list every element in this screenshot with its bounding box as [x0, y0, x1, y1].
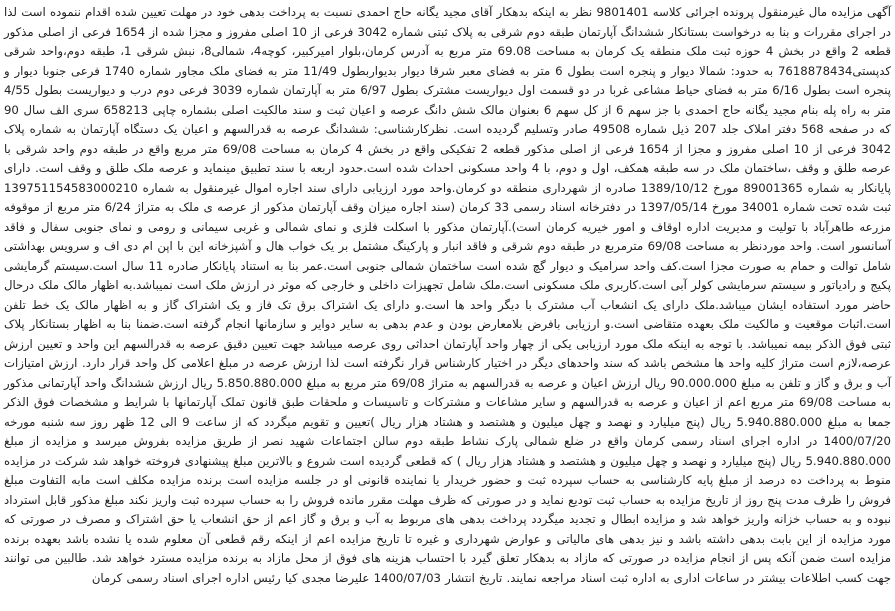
auction-notice-text: آگهی مزایده مال غیرمنقول پرونده اجرائی کلاسه 9801401 نظر به اینکه بدهکار آقای مجید یگانه حاج احمدی نسبت به پرداخت بدهی خود در مهلت تعیین شده اقدام ننموده است لذا در اجرای مقررات و بنا به درخواست بستانکار ششدانگ آپارتمان طبقه دوم شرقی به پلاک ثبتی شماره 3042 فرعی از 10 اصلی مفروز و مجزا شده از 1654 فرعی از اصلی مذکور قطعه 2 واقع در بخش 4 حوزه ثبت ملک منطقه یک کرمان به مساحت 69.08 متر مربع به آدرس کرمان،بلوار امیرکبیر، کوچه4، شمالی8، نبش شرقی 1، طبقه دوم،واحد شرقی کدپستی7618878434 به حدود: شمالا دیوار و پنجره است بطول 6 متر به فضای معبر شرقا دیوار بدیواربطول 11/49 متر به فضای ملک مجاور شماره 1740 فرعی جنوبا دیوار و پنجره است بطول 6/16 متر به فضای حیاط مشاعی غربا در دو قسمت اول دیواریست مشترک بطول 6/97 متر به آپارتمان شماره 3039 فرعی دوم درب و دیواریست بطول 4/55 متر به راه پله بنام مجید یگانه حاج احمدی با جز سهم 6 از کل سهم 6 بعنوان مالک شش دانگ عرصه و اعیان ثبت و سند مالکیت اصلی بشماره چاپی 658213 سری الف سال 90 که در صفحه 568 دفتر املاک جلد 207 ذیل شماره 49508 صادر وتسلیم گردیده است. نظرکارشناسی: ششدانگ عرصه به قدرالسهم و اعیان یک دستگاه آپارتمان به شماره پلاک 3042 فرعی از 10 اصلی مفروز و مجزا از 1654 فرعی از اصلی مذکور قطعه 2 تفکیکی واقع در بخش 4 کرمان به مساحت 69/08 متر مربع واقع در طبقه دوم واحد شرقی با عرصه طلق و وقف ،ساختمان ملک در سه طبقه همکف، اول و دوم، با 4 واحد مسکونی احداث شده است.حدود اربعه با سند تطبیق مینماید و عرصه ملک طلق و وقف است. دارای پایانکار به شماره 89001365 مورخ 1389/10/12 صادره از شهرداری منطقه دو کرمان.واحد مورد ارزیابی دارای سند اجاره اموال غیرمنقول به شماره 139751154583000210 ثبت شده تحت شماره 34001 مورخ 1397/05/14 در دفترخانه اسناد رسمی 33 کرمان (سند اجاره میزان وقف آپارتمان مذکور از عرصه ی ملک به متراژ 6/24 متر مربع از موقوفه مزرعه طاهرآباد با تولیت و مدیریت اداره اوقاف و امور خیریه کرمان است).آپارتمان مذکور با اسکلت فلزی و نمای شمالی و غربی سیمانی و رومی و نمای جنوبی سفال و فاقد آسانسور است. واحد موردنظر به مساحت 69/08 مترمربع در طبقه دوم شرقی و فاقد انبار و پارکینگ مشتمل بر یک خواب هال و آشپزخانه این با اپن ام دی اف و سرویس بهداشتی شامل توالت و حمام به صورت مجزا است.کف واحد سرامیک و دیوار گچ شده است ساختمان شمالی جنوبی است.عمر بنا به استناد پایانکار صادره 11 سال است.سیستم گرمایشی پکیج و رادیاتور و سیستم سرمایشی کولر آبی است.کاربری ملک مسکونی است.ملک شامل تجهیزات داخلی و خارجی که موثر در ارزش ملک است نمیباشد.به اظهار مالک ملک درحال حاضر مورد استفاده ایشان میباشد.ملک دارای یک انشعاب آب مشترک با دیگر واحد ها است.و دارای یک اشتراک برق تک فاز و یک اشتراک گاز و به اظهار مالک یک خط تلفن است.اثبات موقعیت و مالکیت ملک بعهده متقاضی است.و ارزیابی بافرض بلامعارض بودن و عدم بدهی به سایر دوایر و سازمانها انجام گرفته است.ضمنا بنا به اظهار بستانکار پلاک ثبتی فوق الذکر بیمه نمیباشد. با توجه به اینکه ملک مورد ارزیابی یکی از چهار واحد آپارتمان احداثی روی عرصه میباشد جهت تعیین دقیق عرصه به قدرالسهم این واحد و تعیین ارزش عرصه،لازم است متراژ کلیه واحد ها مشخص باشد که سند واحدهای دیگر در اختیار کارشناس قرار نگرفته است لذا ارزش عرصه در مبلغ اعلامی کل واحد قرار دارد. ارزش امتیازات آب و برق و گاز و تلفن به مبلغ 90.000.000 ریال ارزش اعیان و عرصه به قدرالسهم به متراژ 69/08 متر مربع به مبلغ 5.850.880.000 ریال ارزش ششدانگ واحد آپارتمانی مذکور به مساحت 69/08 متر مربع اعم از اعیان و عرصه به قدرالسهم و سایر مشاعات و مشترکات و تاسیسات و ملحقات طبق قانون تملک آپارتمانها با شرایط و مشخصات فوق الذکر جمعا به مبلغ 5.940.880.000 ریال (پنج میلیارد و نهصد و چهل میلیون و هشتصد و هشتاد هزار ریال )تعیین و تقویم میگردد که از ساعت 9 الی 12 ظهر روز سه شنبه مورخه 1400/07/20 در اداره اجرای اسناد رسمی کرمان واقع در ضلع شمالی پارک نشاط طبقه دوم سالن اجتماعات شهید نصر از طریق مزایده بفروش میرسد و مزایده از مبلغ 5.940.880.000 ریال (پنج میلیارد و نهصد و چهل میلیون و هشتصد و هشتاد هزار ریال ) که قطعی گردیده است شروع و بالاترین مبلغ پیشنهادی فروخته خواهد شد شرکت در مزایده منوط به پرداخت ده درصد از مبلغ پایه کارشناسی به حساب سپرده ثبت و حضور خریدار یا نماینده قانونی او در جلسه مزایده است برنده مزایده مکلف است مابه التفاوت مبلغ فروش را ظرف مدت پنج روز از تاریخ مزایده به حساب ثبت تودیع نماید و در صورتی که ظرف مهلت مقرر مانده فروش را به حساب سپرده ثبت واریز نکند مبلغ مذکور قابل استرداد نبوده و به حساب خزانه واریز خواهد شد و مزایده ابطال و تجدید میگردد پرداخت بدهی های مربوط به آب و برق و گاز اعم از حق انشعاب یا حق اشتراک و مصرف در صورتی که مورد مزایده از این بابت بدهی داشته باشد و نیز بدهی های مالیاتی و عوارض شهرداری و غیره تا تاریخ مزایده اعم از اینکه رقم قطعی آن معلوم شده یا نشده باشد بعهده برنده مزایده است ضمن آنکه پس از انجام مزایده در صورتی که مازاد به بدهکار تعلق گیرد با احتساب هزینه های فوق از محل مازاد به برنده مزایده مسترد خواهد شد. طالبین می توانند جهت کسب اطلاعات بیشتر در ساعات اداری به اداره ثبت اسناد مراجعه نمایند. تاریخ انتشار 1400/07/03 علیرضا مجدی کیا رئیس اداره اجرای اسناد رسمی کرمان	[4, 5, 892, 585]
